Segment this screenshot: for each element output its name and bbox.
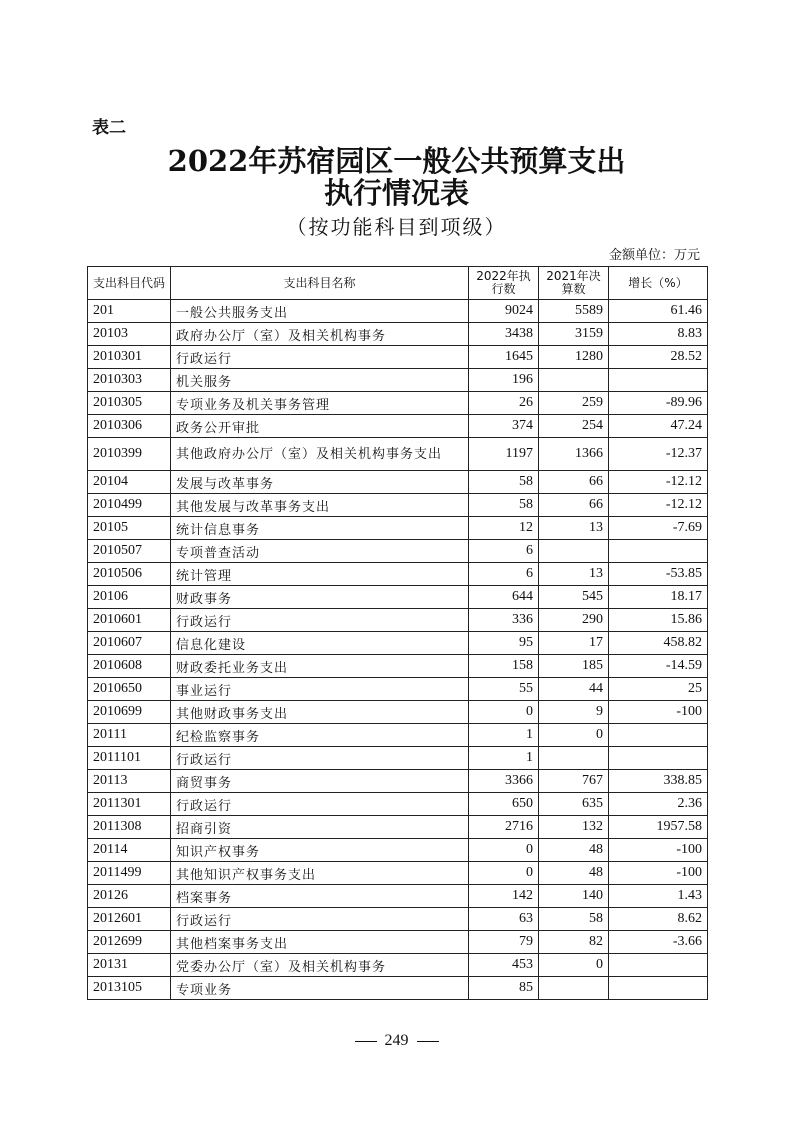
table-row <box>88 724 708 747</box>
row-final-2021: 635 <box>539 793 609 816</box>
table-row <box>88 517 708 540</box>
table-row <box>88 346 708 369</box>
row-exec-2022: 453 <box>469 954 539 977</box>
table-row <box>88 609 708 632</box>
row-name: 行政运行 <box>171 747 469 770</box>
row-code: 2011301 <box>88 793 171 816</box>
row-growth: 47.24 <box>609 415 708 438</box>
header-exec-2022: 2022年执行数 <box>469 267 539 300</box>
row-code: 20131 <box>88 954 171 977</box>
row-name: 招商引资 <box>171 816 469 839</box>
row-growth: 8.62 <box>609 908 708 931</box>
row-final-2021: 132 <box>539 816 609 839</box>
row-name: 政务公开审批 <box>171 415 469 438</box>
row-growth: 1957.58 <box>609 816 708 839</box>
row-growth <box>609 369 708 392</box>
row-code: 2011499 <box>88 862 171 885</box>
row-final-2021: 82 <box>539 931 609 954</box>
row-exec-2022: 0 <box>469 862 539 885</box>
table-row <box>88 747 708 770</box>
row-name: 统计管理 <box>171 563 469 586</box>
row-code: 2010303 <box>88 369 171 392</box>
row-exec-2022: 1645 <box>469 346 539 369</box>
header-name: 支出科目名称 <box>171 267 469 300</box>
row-growth: 28.52 <box>609 346 708 369</box>
row-exec-2022: 85 <box>469 977 539 1000</box>
row-exec-2022: 58 <box>469 494 539 517</box>
row-growth: -100 <box>609 839 708 862</box>
table-row <box>88 839 708 862</box>
table-row <box>88 885 708 908</box>
row-code: 20104 <box>88 471 171 494</box>
row-exec-2022: 158 <box>469 655 539 678</box>
table-body <box>88 300 708 1000</box>
row-exec-2022: 6 <box>469 540 539 563</box>
row-exec-2022: 142 <box>469 885 539 908</box>
table-row <box>88 563 708 586</box>
row-code: 20105 <box>88 517 171 540</box>
row-final-2021: 44 <box>539 678 609 701</box>
table-row <box>88 816 708 839</box>
row-growth <box>609 954 708 977</box>
header-final-2021: 2021年决算数 <box>539 267 609 300</box>
row-growth: -89.96 <box>609 392 708 415</box>
row-growth <box>609 977 708 1000</box>
row-growth: 61.46 <box>609 300 708 323</box>
row-final-2021: 1366 <box>539 438 609 471</box>
table-row <box>88 471 708 494</box>
row-final-2021 <box>539 977 609 1000</box>
table-row <box>88 954 708 977</box>
row-name: 其他财政事务支出 <box>171 701 469 724</box>
row-exec-2022: 55 <box>469 678 539 701</box>
row-growth: 458.82 <box>609 632 708 655</box>
row-name: 一般公共服务支出 <box>171 300 469 323</box>
row-final-2021: 0 <box>539 724 609 747</box>
row-exec-2022: 79 <box>469 931 539 954</box>
row-exec-2022: 58 <box>469 471 539 494</box>
row-final-2021 <box>539 369 609 392</box>
row-name: 其他档案事务支出 <box>171 931 469 954</box>
row-growth: -12.37 <box>609 438 708 471</box>
table-row <box>88 678 708 701</box>
table-row <box>88 632 708 655</box>
row-code: 2013105 <box>88 977 171 1000</box>
table-row <box>88 862 708 885</box>
row-name: 党委办公厅（室）及相关机构事务 <box>171 954 469 977</box>
row-exec-2022: 374 <box>469 415 539 438</box>
row-final-2021: 5589 <box>539 300 609 323</box>
table-row <box>88 540 708 563</box>
table-row <box>88 586 708 609</box>
table-row <box>88 977 708 1000</box>
row-final-2021 <box>539 747 609 770</box>
row-final-2021: 13 <box>539 517 609 540</box>
row-code: 2010399 <box>88 438 171 471</box>
row-growth: 18.17 <box>609 586 708 609</box>
row-exec-2022: 1197 <box>469 438 539 471</box>
row-code: 2011308 <box>88 816 171 839</box>
row-code: 2011101 <box>88 747 171 770</box>
row-final-2021 <box>539 540 609 563</box>
row-code: 2010601 <box>88 609 171 632</box>
row-growth: -12.12 <box>609 494 708 517</box>
row-code: 20106 <box>88 586 171 609</box>
table-row <box>88 438 708 471</box>
header-code: 支出科目代码 <box>88 267 171 300</box>
row-growth: 15.86 <box>609 609 708 632</box>
row-name: 专项业务及机关事务管理 <box>171 392 469 415</box>
row-growth: -3.66 <box>609 931 708 954</box>
table-row <box>88 369 708 392</box>
row-growth <box>609 540 708 563</box>
row-name: 行政运行 <box>171 346 469 369</box>
table-row <box>88 655 708 678</box>
row-name: 财政委托业务支出 <box>171 655 469 678</box>
row-code: 2010306 <box>88 415 171 438</box>
row-exec-2022: 12 <box>469 517 539 540</box>
row-exec-2022: 95 <box>469 632 539 655</box>
row-code: 201 <box>88 300 171 323</box>
row-code: 2010305 <box>88 392 171 415</box>
row-growth <box>609 724 708 747</box>
row-final-2021: 545 <box>539 586 609 609</box>
table-row <box>88 300 708 323</box>
row-final-2021: 254 <box>539 415 609 438</box>
row-name: 信息化建设 <box>171 632 469 655</box>
row-exec-2022: 1 <box>469 724 539 747</box>
row-name: 专项业务 <box>171 977 469 1000</box>
row-final-2021: 767 <box>539 770 609 793</box>
row-code: 2012699 <box>88 931 171 954</box>
row-code: 20113 <box>88 770 171 793</box>
table-row <box>88 908 708 931</box>
row-exec-2022: 26 <box>469 392 539 415</box>
row-code: 2010507 <box>88 540 171 563</box>
row-code: 20126 <box>88 885 171 908</box>
row-exec-2022: 0 <box>469 839 539 862</box>
row-final-2021: 140 <box>539 885 609 908</box>
table-row <box>88 392 708 415</box>
row-code: 2010699 <box>88 701 171 724</box>
row-final-2021: 9 <box>539 701 609 724</box>
row-name: 行政运行 <box>171 908 469 931</box>
row-growth: -12.12 <box>609 471 708 494</box>
table-row <box>88 701 708 724</box>
row-growth: -53.85 <box>609 563 708 586</box>
row-name: 知识产权事务 <box>171 839 469 862</box>
row-final-2021: 185 <box>539 655 609 678</box>
row-name: 机关服务 <box>171 369 469 392</box>
row-growth: -14.59 <box>609 655 708 678</box>
row-growth <box>609 747 708 770</box>
row-growth: 1.43 <box>609 885 708 908</box>
row-name: 行政运行 <box>171 793 469 816</box>
row-growth: -7.69 <box>609 517 708 540</box>
table-row <box>88 415 708 438</box>
row-growth: 338.85 <box>609 770 708 793</box>
table-row <box>88 323 708 346</box>
row-exec-2022: 3366 <box>469 770 539 793</box>
row-growth: 8.83 <box>609 323 708 346</box>
row-code: 20103 <box>88 323 171 346</box>
row-name: 财政事务 <box>171 586 469 609</box>
row-code: 2012601 <box>88 908 171 931</box>
row-code: 2010506 <box>88 563 171 586</box>
row-exec-2022: 9024 <box>469 300 539 323</box>
row-code: 2010499 <box>88 494 171 517</box>
row-name: 行政运行 <box>171 609 469 632</box>
page-title: 2022年苏宿园区一般公共预算支出 <box>167 144 626 178</box>
row-code: 2010607 <box>88 632 171 655</box>
header-growth: 增长（%） <box>609 267 708 300</box>
row-name: 其他发展与改革事务支出 <box>171 494 469 517</box>
page-number-value: 249 <box>384 1032 409 1049</box>
row-growth: -100 <box>609 701 708 724</box>
row-exec-2022: 0 <box>469 701 539 724</box>
row-name: 统计信息事务 <box>171 517 469 540</box>
row-exec-2022: 644 <box>469 586 539 609</box>
row-name: 发展与改革事务 <box>171 471 469 494</box>
row-code: 20111 <box>88 724 171 747</box>
page-title-line2: 执行情况表 <box>323 176 469 210</box>
row-exec-2022: 196 <box>469 369 539 392</box>
table-row <box>88 494 708 517</box>
row-exec-2022: 650 <box>469 793 539 816</box>
row-code: 2010650 <box>88 678 171 701</box>
row-final-2021: 66 <box>539 471 609 494</box>
row-final-2021: 48 <box>539 862 609 885</box>
table-row <box>88 931 708 954</box>
row-final-2021: 0 <box>539 954 609 977</box>
row-exec-2022: 2716 <box>469 816 539 839</box>
unit-label: 金额单位：万元 <box>608 248 700 263</box>
row-name: 其他政府办公厅（室）及相关机构事务支出 <box>171 438 469 471</box>
row-name: 其他知识产权事务支出 <box>171 862 469 885</box>
row-name: 事业运行 <box>171 678 469 701</box>
row-final-2021: 48 <box>539 839 609 862</box>
row-name: 商贸事务 <box>171 770 469 793</box>
row-exec-2022: 63 <box>469 908 539 931</box>
row-final-2021: 259 <box>539 392 609 415</box>
row-final-2021: 66 <box>539 494 609 517</box>
row-final-2021: 17 <box>539 632 609 655</box>
row-name: 政府办公厅（室）及相关机构事务 <box>171 323 469 346</box>
table-label: 表二 <box>92 118 126 138</box>
budget-table <box>87 266 708 1000</box>
row-final-2021: 1280 <box>539 346 609 369</box>
row-exec-2022: 6 <box>469 563 539 586</box>
row-final-2021: 58 <box>539 908 609 931</box>
table-row <box>88 793 708 816</box>
row-exec-2022: 1 <box>469 747 539 770</box>
page-number <box>0 1032 793 1050</box>
row-exec-2022: 3438 <box>469 323 539 346</box>
row-name: 专项普查活动 <box>171 540 469 563</box>
row-code: 20114 <box>88 839 171 862</box>
row-name: 档案事务 <box>171 885 469 908</box>
row-final-2021: 13 <box>539 563 609 586</box>
row-code: 2010608 <box>88 655 171 678</box>
table-header-row <box>88 267 708 300</box>
row-growth: -100 <box>609 862 708 885</box>
row-growth: 25 <box>609 678 708 701</box>
row-name: 纪检监察事务 <box>171 724 469 747</box>
page-subtitle: （按功能科目到项级） <box>286 215 507 239</box>
row-final-2021: 290 <box>539 609 609 632</box>
row-final-2021: 3159 <box>539 323 609 346</box>
row-exec-2022: 336 <box>469 609 539 632</box>
row-code: 2010301 <box>88 346 171 369</box>
table-row <box>88 770 708 793</box>
row-growth: 2.36 <box>609 793 708 816</box>
